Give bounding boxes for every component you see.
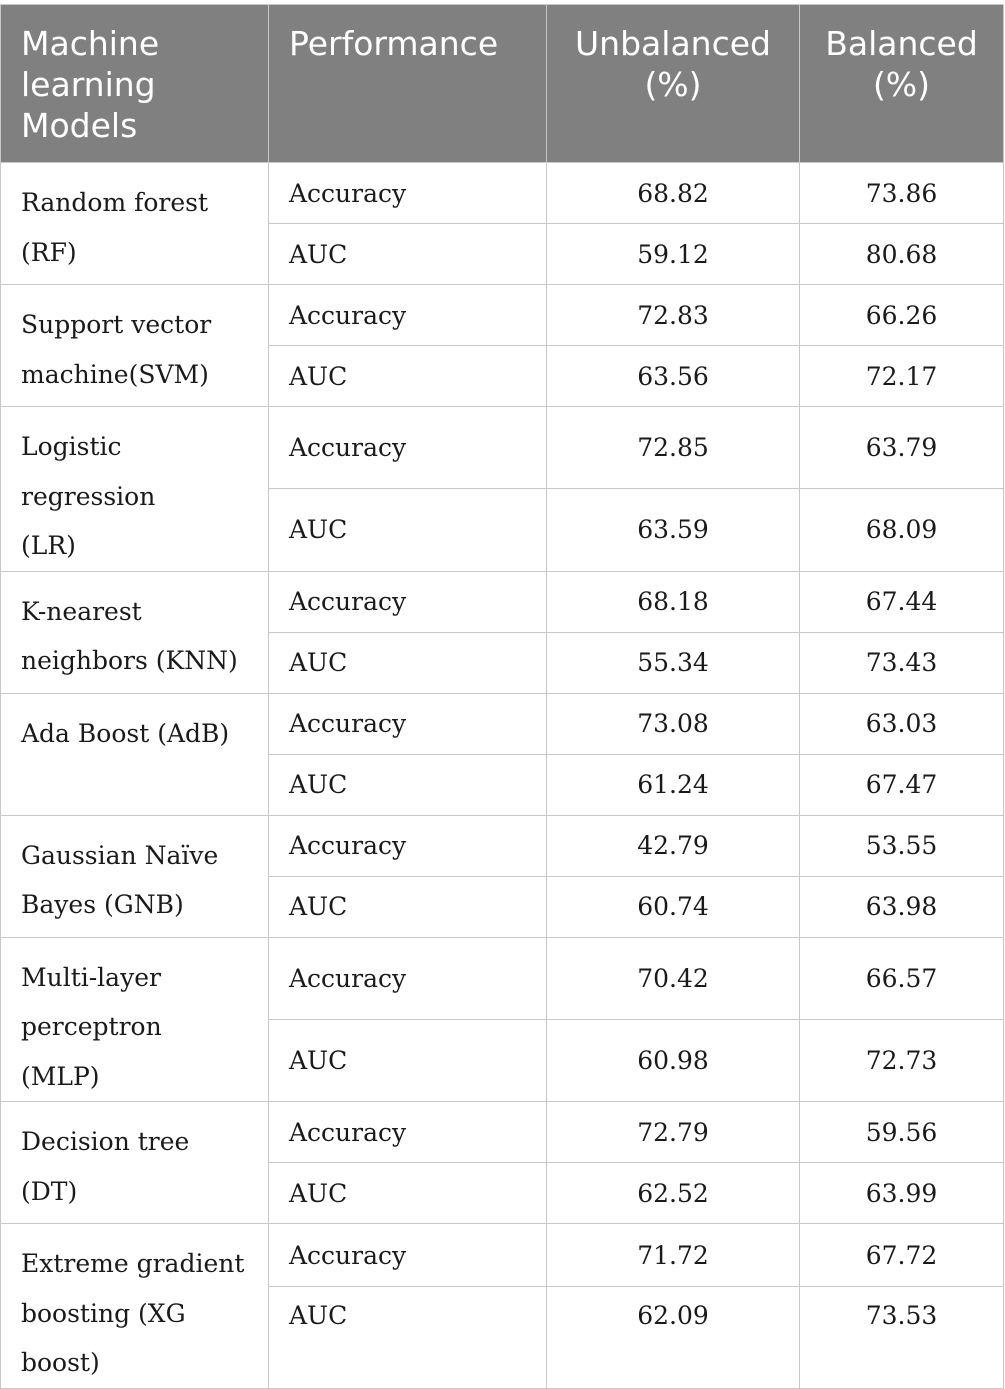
model-name-cell bbox=[1, 937, 269, 1102]
model-name-text: machine(SVM) bbox=[21, 359, 209, 389]
unbalanced-cell: 62.09 bbox=[547, 1287, 800, 1388]
unbalanced-cell: 55.34 bbox=[547, 632, 800, 693]
metric-cell: Accuracy bbox=[269, 1102, 547, 1163]
balanced-cell: 72.17 bbox=[800, 346, 1004, 407]
model-name-cell bbox=[1, 407, 269, 572]
metric-cell: Accuracy bbox=[269, 285, 547, 346]
model-name-cell bbox=[1, 693, 269, 815]
metric-cell: AUC bbox=[269, 224, 547, 285]
model-name-text: Gaussian Naïve bbox=[21, 840, 219, 870]
model-name-text: Extreme gradient bbox=[21, 1249, 245, 1278]
unbalanced-cell: 61.24 bbox=[547, 754, 800, 815]
model-name-cell bbox=[1, 815, 269, 937]
model-name-text: K-nearest bbox=[21, 596, 142, 626]
header-text: (%) bbox=[644, 65, 702, 104]
unbalanced-cell: 73.08 bbox=[547, 693, 800, 754]
header-text: Machine bbox=[21, 24, 160, 63]
balanced-cell: 68.09 bbox=[800, 489, 1004, 571]
header-text: Balanced bbox=[825, 24, 978, 63]
model-name-text: Random forest bbox=[21, 188, 209, 217]
header-performance bbox=[269, 5, 547, 163]
model-name-text: (LR) bbox=[21, 531, 76, 560]
table-row bbox=[1, 937, 1004, 1019]
unbalanced-cell: 72.85 bbox=[547, 407, 800, 489]
balanced-cell: 63.98 bbox=[800, 876, 1004, 937]
table-row bbox=[1, 815, 1004, 876]
header-balanced bbox=[800, 5, 1004, 163]
table-row bbox=[1, 407, 1004, 489]
model-name-text: Ada Boost (AdB) bbox=[21, 718, 230, 748]
unbalanced-cell: 68.18 bbox=[547, 571, 800, 632]
model-name-cell bbox=[1, 1224, 269, 1389]
unbalanced-cell: 60.98 bbox=[547, 1019, 800, 1101]
model-name-text: perceptron (MLP) bbox=[21, 1012, 162, 1091]
metric-cell: Accuracy bbox=[269, 937, 547, 1019]
metric-cell: AUC bbox=[269, 754, 547, 815]
model-name-cell bbox=[1, 163, 269, 285]
balanced-cell: 73.43 bbox=[800, 632, 1004, 693]
header-row bbox=[1, 5, 1004, 163]
model-name-text: boosting (XG bbox=[21, 1298, 186, 1328]
balanced-cell: 67.72 bbox=[800, 1224, 1004, 1287]
table-row bbox=[1, 285, 1004, 346]
unbalanced-cell: 70.42 bbox=[547, 937, 800, 1019]
model-name-text: boost) bbox=[21, 1348, 100, 1377]
header-unbalanced bbox=[547, 5, 800, 163]
table-row bbox=[1, 163, 1004, 224]
unbalanced-cell: 71.72 bbox=[547, 1224, 800, 1287]
unbalanced-cell: 72.83 bbox=[547, 285, 800, 346]
balanced-cell: 80.68 bbox=[800, 224, 1004, 285]
model-name-text: Multi-layer bbox=[21, 962, 161, 992]
metric-cell: AUC bbox=[269, 489, 547, 571]
balanced-cell: 73.86 bbox=[800, 163, 1004, 224]
metric-cell: AUC bbox=[269, 346, 547, 407]
header-text: Performance bbox=[289, 24, 499, 63]
metric-cell: Accuracy bbox=[269, 1224, 547, 1287]
unbalanced-cell: 62.52 bbox=[547, 1163, 800, 1224]
model-name-cell bbox=[1, 285, 269, 407]
balanced-cell: 63.99 bbox=[800, 1163, 1004, 1224]
metric-cell: AUC bbox=[269, 1287, 547, 1388]
metric-cell: AUC bbox=[269, 876, 547, 937]
unbalanced-cell: 68.82 bbox=[547, 163, 800, 224]
model-name-text: Decision tree (DT) bbox=[21, 1127, 190, 1206]
metric-cell: AUC bbox=[269, 1019, 547, 1101]
balanced-cell: 66.57 bbox=[800, 937, 1004, 1019]
unbalanced-cell: 60.74 bbox=[547, 876, 800, 937]
balanced-cell: 72.73 bbox=[800, 1019, 1004, 1101]
model-name-text: neighbors (KNN) bbox=[21, 646, 238, 675]
table-row bbox=[1, 571, 1004, 632]
model-name-cell bbox=[1, 571, 269, 693]
metric-cell: Accuracy bbox=[269, 815, 547, 876]
model-name-cell bbox=[1, 1102, 269, 1224]
header-text: Models bbox=[21, 106, 138, 145]
unbalanced-cell: 63.56 bbox=[547, 346, 800, 407]
model-name-text: Logistic regression bbox=[21, 432, 156, 511]
model-name-text: Support vector bbox=[21, 310, 212, 339]
metric-cell: AUC bbox=[269, 1163, 547, 1224]
balanced-cell: 63.03 bbox=[800, 693, 1004, 754]
model-name-text: (RF) bbox=[21, 237, 77, 267]
metric-cell: Accuracy bbox=[269, 693, 547, 754]
results-table bbox=[0, 4, 1004, 1389]
balanced-cell: 63.79 bbox=[800, 407, 1004, 489]
unbalanced-cell: 63.59 bbox=[547, 489, 800, 571]
balanced-cell: 67.44 bbox=[800, 571, 1004, 632]
metric-cell: AUC bbox=[269, 632, 547, 693]
header-text: learning bbox=[21, 65, 156, 104]
balanced-cell: 66.26 bbox=[800, 285, 1004, 346]
header-models bbox=[1, 5, 269, 163]
model-name-text: Bayes (GNB) bbox=[21, 890, 184, 919]
unbalanced-cell: 72.79 bbox=[547, 1102, 800, 1163]
table-row bbox=[1, 1224, 1004, 1287]
balanced-cell: 73.53 bbox=[800, 1287, 1004, 1388]
metric-cell: Accuracy bbox=[269, 407, 547, 489]
table-row bbox=[1, 693, 1004, 754]
balanced-cell: 53.55 bbox=[800, 815, 1004, 876]
balanced-cell: 67.47 bbox=[800, 754, 1004, 815]
table-body bbox=[1, 163, 1004, 1389]
metric-cell: Accuracy bbox=[269, 571, 547, 632]
header-text: Unbalanced bbox=[575, 24, 771, 63]
header-text: (%) bbox=[872, 65, 931, 104]
balanced-cell: 59.56 bbox=[800, 1102, 1004, 1163]
unbalanced-cell: 59.12 bbox=[547, 224, 800, 285]
unbalanced-cell: 42.79 bbox=[547, 815, 800, 876]
table-row bbox=[1, 1102, 1004, 1163]
metric-cell: Accuracy bbox=[269, 163, 547, 224]
